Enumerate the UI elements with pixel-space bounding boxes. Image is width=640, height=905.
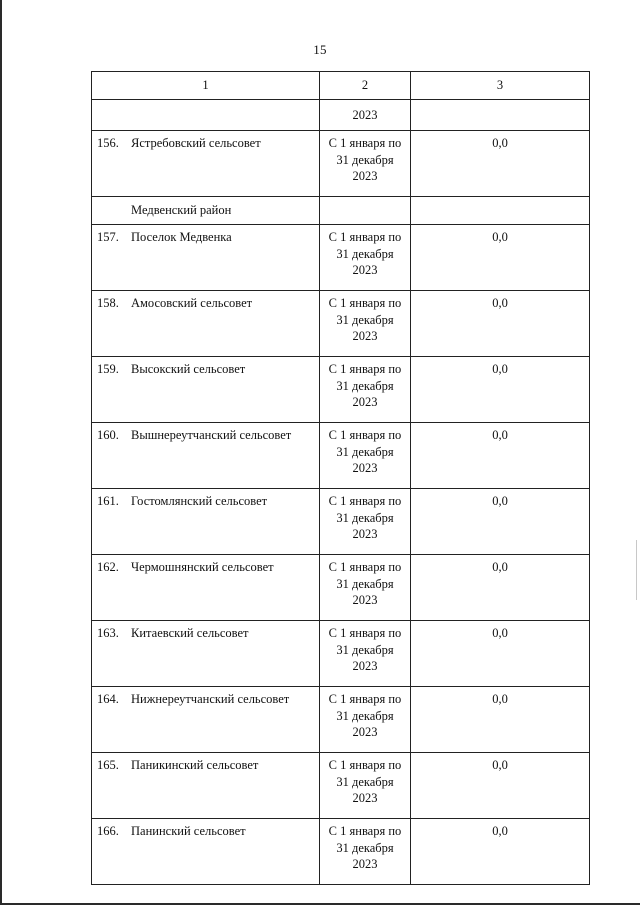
row-index: 158. [97, 296, 119, 310]
period-line: 31 декабря [336, 152, 394, 167]
row-index: 160. [97, 428, 119, 442]
row-index: 166. [97, 824, 119, 838]
period-line: 2023 [352, 395, 378, 409]
value-cell: 0,0 [411, 131, 590, 197]
period-line: 31 декабря [336, 774, 394, 789]
district-row-col3 [411, 197, 590, 225]
row-index: 159. [97, 362, 119, 376]
year-row-col1 [92, 100, 320, 131]
municipality-cell [92, 423, 320, 489]
value-cell: 0,0 [411, 753, 590, 819]
municipality-cell [92, 291, 320, 357]
value-cell: 0,0 [411, 621, 590, 687]
municipality-name: Гостомлянский сельсовет [131, 494, 268, 508]
municipality-cell [92, 357, 320, 423]
municipality-cell [92, 131, 320, 197]
table-row [92, 423, 590, 489]
row-index: 161. [97, 494, 119, 508]
period-line: 31 декабря [336, 246, 394, 261]
period-line: 2023 [352, 329, 378, 343]
row-index: 162. [97, 560, 119, 574]
period-cell [320, 753, 411, 819]
district-row [92, 197, 590, 225]
table-row [92, 687, 590, 753]
value-cell: 0,0 [411, 423, 590, 489]
period-cell [320, 357, 411, 423]
period-line: 31 декабря [336, 444, 394, 459]
value-cell: 0,0 [411, 291, 590, 357]
year-row [92, 100, 590, 131]
column-header-3: 3 [411, 72, 590, 100]
row-index: 164. [97, 692, 119, 706]
period-cell [320, 819, 411, 885]
period-cell [320, 621, 411, 687]
value-cell: 0,0 [411, 687, 590, 753]
period-line: С 1 января по [328, 362, 402, 376]
value-cell: 0,0 [411, 225, 590, 291]
table-row [92, 555, 590, 621]
period-line: С 1 января по [328, 560, 402, 574]
period-line: С 1 января по [328, 494, 402, 508]
municipality-cell [92, 489, 320, 555]
value-cell: 0,0 [411, 819, 590, 885]
period-line: 2023 [352, 263, 378, 277]
value-cell: 0,0 [411, 489, 590, 555]
period-line: 2023 [352, 593, 378, 607]
page-number: 15 [313, 42, 327, 57]
period-line: 2023 [352, 527, 378, 541]
value-cell: 0,0 [411, 357, 590, 423]
row-index: 165. [97, 758, 119, 772]
period-line: 31 декабря [336, 708, 394, 723]
period-line: 2023 [352, 725, 378, 739]
period-cell [320, 555, 411, 621]
municipality-cell [92, 819, 320, 885]
period-line: С 1 января по [328, 626, 402, 640]
column-header-1: 1 [92, 72, 320, 100]
period-line: 2023 [352, 169, 378, 183]
scan-artifact [636, 540, 637, 600]
table-row [92, 357, 590, 423]
data-table [91, 71, 590, 885]
period-line: С 1 января по [328, 692, 402, 706]
municipality-name: Высокский сельсовет [131, 362, 246, 376]
municipality-name: Панинский сельсовет [131, 824, 246, 838]
scan-edge-left [0, 0, 2, 905]
municipality-name: Поселок Медвенка [131, 230, 232, 244]
table-row [92, 291, 590, 357]
year-row-col3 [411, 100, 590, 131]
municipality-cell [92, 621, 320, 687]
municipality-name: Китаевский сельсовет [131, 626, 249, 640]
period-line: С 1 января по [328, 136, 402, 150]
municipality-name: Амосовский сельсовет [131, 296, 253, 310]
row-index: 157. [97, 230, 119, 244]
municipality-cell [92, 687, 320, 753]
period-line: С 1 января по [328, 824, 402, 838]
period-line: 2023 [352, 659, 378, 673]
period-line: 2023 [352, 461, 378, 475]
period-cell [320, 423, 411, 489]
period-line: 2023 [352, 791, 378, 805]
row-index: 163. [97, 626, 119, 640]
year-row-year: 2023 [320, 100, 411, 131]
period-line: С 1 января по [328, 230, 402, 244]
municipality-cell [92, 555, 320, 621]
table-row [92, 489, 590, 555]
table-row [92, 131, 590, 197]
table-row [92, 753, 590, 819]
period-cell [320, 489, 411, 555]
municipality-name: Паникинский сельсовет [131, 758, 259, 772]
district-row-col2 [320, 197, 411, 225]
period-line: 31 декабря [336, 642, 394, 657]
period-line: С 1 января по [328, 428, 402, 442]
municipality-cell [92, 753, 320, 819]
period-line: С 1 января по [328, 758, 402, 772]
period-line: 2023 [352, 857, 378, 871]
municipality-name: Вышнереутчанский сельсовет [131, 428, 292, 442]
municipality-name: Чермошнянский сельсовет [131, 560, 274, 574]
municipality-rows [92, 225, 590, 885]
table-header-row [92, 72, 590, 100]
period-line: 31 декабря [336, 312, 394, 327]
row-index: 156. [97, 136, 119, 150]
period-line: 31 декабря [336, 510, 394, 525]
table-row [92, 621, 590, 687]
period-line: 31 декабря [336, 378, 394, 393]
period-cell [320, 687, 411, 753]
period-line: 31 декабря [336, 840, 394, 855]
column-header-2: 2 [320, 72, 411, 100]
period-line: 31 декабря [336, 576, 394, 591]
period-cell [320, 225, 411, 291]
period-cell [320, 131, 411, 197]
municipality-name: Нижнереутчанский сельсовет [131, 692, 290, 706]
period-line: С 1 января по [328, 296, 402, 310]
district-name: Медвенский район [92, 197, 320, 225]
value-cell: 0,0 [411, 555, 590, 621]
municipality-name: Ястребовский сельсовет [131, 136, 261, 150]
table-row [92, 225, 590, 291]
municipality-cell [92, 225, 320, 291]
table-row [92, 819, 590, 885]
period-cell [320, 291, 411, 357]
